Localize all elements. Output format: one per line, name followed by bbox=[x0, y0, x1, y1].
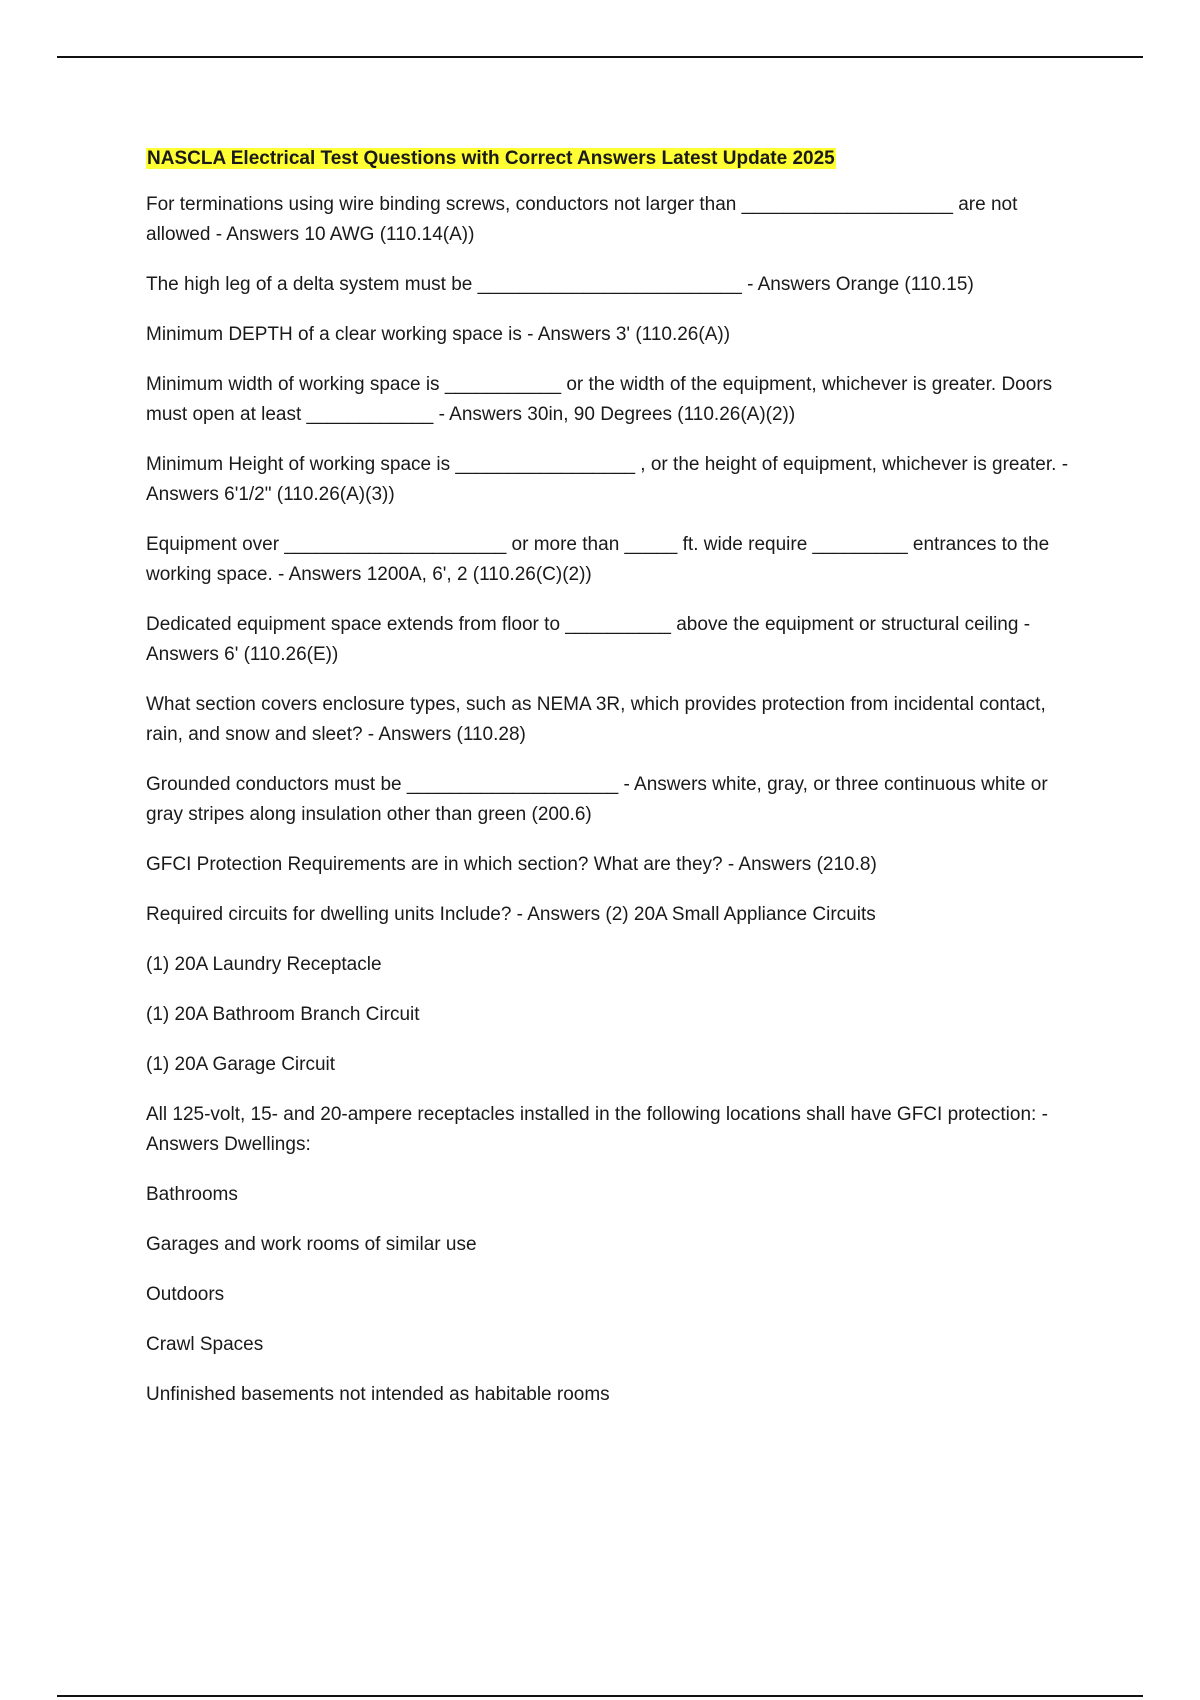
paragraph: Crawl Spaces bbox=[146, 1334, 264, 1355]
paragraph: What section covers enclosure types, such as NEMA 3R, which provides protection from incidental contact, rain, and snow and sleet? - Answers (110.28) bbox=[146, 694, 1046, 745]
paragraph: Minimum width of working space is ___________ or the width of the equipment, whichever is greater. Doors must open at least ____________ - Answers 30in, 90 Degrees (110.26(A)(2)) bbox=[146, 374, 1053, 425]
paragraph: Unfinished basements not intended as habitable rooms bbox=[146, 1384, 610, 1405]
paragraph: Minimum Height of working space is _________________ , or the height of equipment, whichever is greater. - Answers 6'1/2" (110.26(A)(3)) bbox=[146, 454, 1069, 505]
paragraph: Bathrooms bbox=[146, 1184, 238, 1205]
paragraph: (1) 20A Garage Circuit bbox=[146, 1054, 336, 1075]
footer-rule bbox=[57, 1695, 1143, 1697]
paragraph: Garages and work rooms of similar use bbox=[146, 1234, 477, 1255]
paragraph: For terminations using wire binding screws, conductors not larger than ____________________ are not allowed - Answers 10 AWG (110.14(A)) bbox=[146, 194, 1018, 245]
paragraph: GFCI Protection Requirements are in which section? What are they? - Answers (210.8) bbox=[146, 854, 877, 875]
paragraph: Equipment over _____________________ or more than _____ ft. wide require _________ entrances to the working space. - Answers 1200A, 6', 2 (110.26(C)(2)) bbox=[146, 534, 1050, 585]
header-rule bbox=[57, 56, 1143, 58]
document-title bbox=[146, 146, 1086, 172]
paragraph: Grounded conductors must be ____________________ - Answers white, gray, or three continuous white or gray stripes along insulation other than green (200.6) bbox=[146, 774, 1048, 825]
paragraph: (1) 20A Laundry Receptacle bbox=[146, 954, 382, 975]
paragraph: Minimum DEPTH of a clear working space is - Answers 3' (110.26(A)) bbox=[146, 324, 731, 345]
paragraph: (1) 20A Bathroom Branch Circuit bbox=[146, 1004, 420, 1025]
document-body bbox=[146, 146, 1086, 1430]
paragraph: Outdoors bbox=[146, 1284, 225, 1305]
paragraph: Dedicated equipment space extends from floor to __________ above the equipment or structural ceiling - Answers 6' (110.26(E)) bbox=[146, 614, 1031, 665]
paragraph: All 125-volt, 15- and 20-ampere receptacles installed in the following locations shall have GFCI protection: - Answers Dwellings: bbox=[146, 1104, 1048, 1155]
title-highlight: NASCLA Electrical Test Questions with Correct Answers Latest Update 2025 bbox=[147, 148, 835, 169]
paragraph: The high leg of a delta system must be _________________________ - Answers Orange (110.15) bbox=[146, 274, 974, 295]
paragraph: Required circuits for dwelling units Include? - Answers (2) 20A Small Appliance Circuits bbox=[146, 904, 876, 925]
